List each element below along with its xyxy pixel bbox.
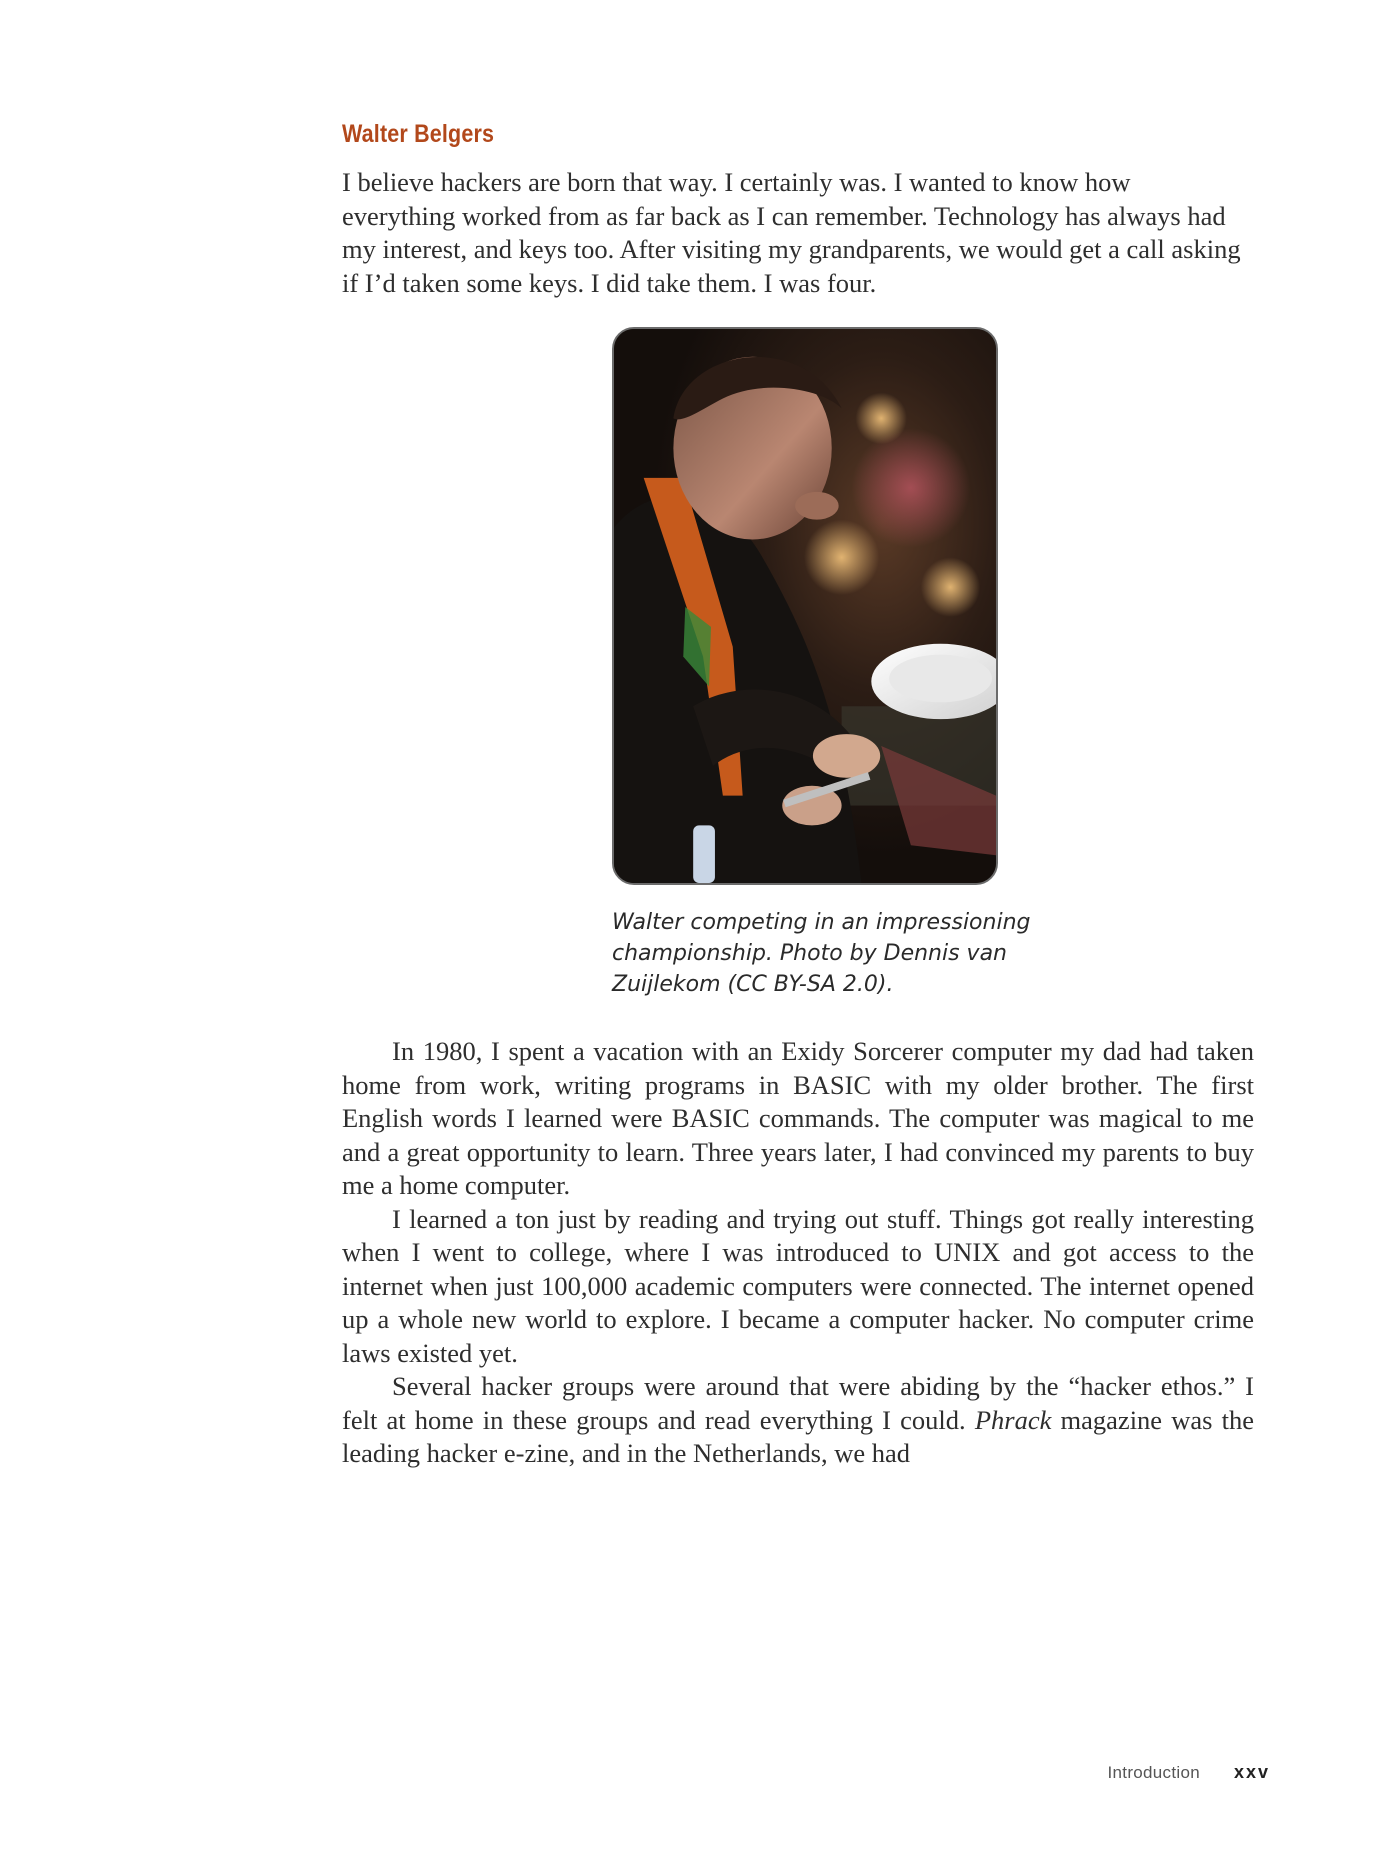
publication-title: Phrack <box>974 1404 1052 1435</box>
caption-line: championship. Photo by Dennis van <box>612 941 1008 966</box>
photo-walter-impressioning <box>614 329 996 883</box>
body-text <box>342 1035 1254 1471</box>
body-paragraph: In 1980, I spent a vacation with an Exidy Sorcerer computer my dad had taken home from work, writing programs in BASIC with my older brother. The first English words I learned were BASIC commands. The computer was magical to me and a great opportunity to learn. Three years later, I had convinced my parents to buy me a home computer. <box>342 1036 1254 1200</box>
body-paragraph <box>342 1370 1254 1471</box>
caption-line: Walter competing in an impressioning <box>612 910 1031 935</box>
paragraph-text: magazine was the leading hacker e-zine, and in the Netherlands, we had <box>342 1404 1254 1468</box>
section-heading: Walter Belgers <box>342 120 495 148</box>
body-paragraph: I learned a ton just by reading and trying out stuff. Things got really interesting when I went to college, where I was introduced to UNIX and got access to the internet when just 100,000 academic computers were connected. The internet opened up a whole new world to explore. I became a computer hacker. No computer crime laws existed yet. <box>342 1203 1254 1368</box>
figure-caption <box>612 907 1032 1000</box>
paragraph-text: Several hacker groups were around that were abiding by the “hacker ethos.” I felt at home in these groups and read everything I could. <box>342 1371 1254 1435</box>
page-number: xxv <box>1233 1762 1270 1782</box>
running-footer-section: Introduction <box>1107 1763 1200 1782</box>
intro-paragraph: I believe hackers are born that way. I certainly was. I wanted to know how everything worked from as far back as I can remember. Technology has always had my interest, and keys too. After visiting my grandparents, we would get a call asking if I’d taken some keys. I did take them. I was four. <box>342 167 1241 298</box>
figure-photo <box>612 327 998 885</box>
caption-line: Zuijlekom (CC BY-SA 2.0). <box>612 972 894 997</box>
page-footer <box>1108 1762 1270 1783</box>
